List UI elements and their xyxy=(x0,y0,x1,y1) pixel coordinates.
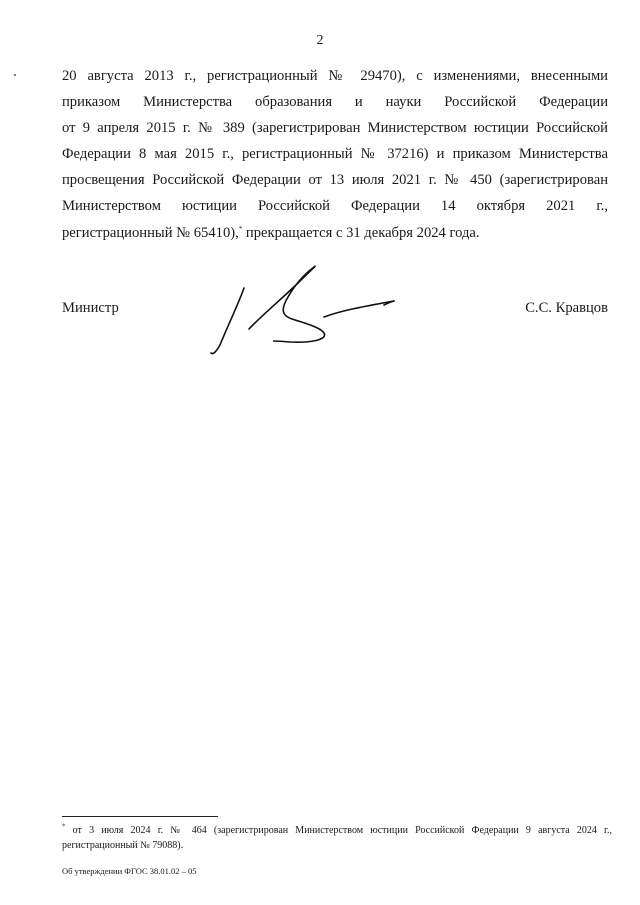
footnote-divider xyxy=(62,816,218,817)
body-line: Министерством юстиции Российской Федерации 14 октября 2021 г., xyxy=(62,198,608,215)
body-line: от 9 апреля 2015 г. № 389 (зарегистрирован Министерством юстиции Российской xyxy=(62,120,608,137)
body-line-segment: прекращается с 31 декабря 2024 года. xyxy=(245,224,480,241)
signatory-name: С.С. Кравцов xyxy=(525,300,608,316)
footnote-line: регистрационный № 79088). xyxy=(62,840,184,851)
body-line: приказом Министерства образования и науки Российской Федерации xyxy=(62,94,608,111)
footnote xyxy=(62,823,612,853)
body-paragraph xyxy=(62,63,608,246)
page-number: 2 xyxy=(316,33,324,48)
body-line: 20 августа 2013 г., регистрационный № 29470), с изменениями, внесенными xyxy=(62,68,608,84)
body-line-segment: регистрационный № 65410), xyxy=(62,224,239,241)
body-line: Федерации 8 мая 2015 г., регистрационный № 37216) и приказом Министерства xyxy=(62,146,608,163)
footnote-text: от 3 июля 2024 г. № 464 (зарегистрирован Министерством юстиции Российской Федерации 9 августа 2024 г., xyxy=(72,825,613,836)
body-line: просвещения Российской Федерации от 13 июля 2021 г. № 450 (зарегистрирован xyxy=(62,172,608,189)
footnote-line xyxy=(62,823,612,838)
body-line-last xyxy=(62,220,608,246)
handwritten-signature xyxy=(200,255,410,365)
footnote-reference: * xyxy=(238,224,243,233)
footnote-marker: * xyxy=(62,822,66,831)
document-identifier: Об утверждении ФГОС 38.01.02 – 05 xyxy=(62,866,197,876)
signatory-title: Министр xyxy=(62,300,119,316)
margin-mark xyxy=(14,74,16,76)
